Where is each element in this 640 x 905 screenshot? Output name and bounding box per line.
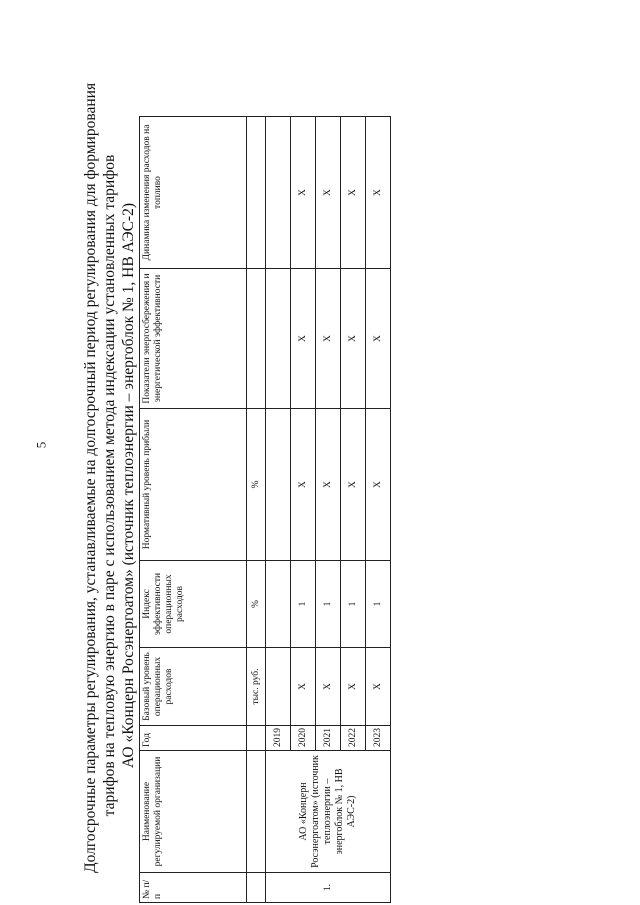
header-efficiency-index: Индекс эффективности операционных расходов <box>140 561 247 648</box>
year-cell: 2020 <box>291 726 316 751</box>
title-line-2: тарифов на тепловую энергию в паре с использованием метода индексации установленных тарифов <box>101 154 118 817</box>
unit-cell-empty <box>247 726 266 751</box>
parameters-table <box>139 116 391 903</box>
rotated-content <box>81 68 559 903</box>
unit-cell-empty <box>247 117 266 269</box>
header-org: Наименование регулируемой организации <box>140 751 247 873</box>
fuel-dynamics-cell <box>266 117 291 269</box>
title-line-3: АО «Концерн Росэнергоатом» (источник теплоэнергии – энергоблок № 1, НВ АЭС-2) <box>120 202 137 769</box>
document-title <box>81 82 138 873</box>
efficiency-index-cell: 1 <box>341 561 366 648</box>
base-level-cell <box>266 648 291 726</box>
year-cell: 2022 <box>341 726 366 751</box>
fuel-dynamics-cell: X <box>341 117 366 269</box>
fuel-dynamics-cell: X <box>316 117 341 269</box>
fuel-dynamics-cell: X <box>291 117 316 269</box>
header-profit-level: Нормативный уровень прибыли <box>140 409 247 561</box>
profit-level-cell: X <box>366 409 391 561</box>
profit-level-cell <box>266 409 291 561</box>
base-level-cell: X <box>366 648 391 726</box>
profit-level-cell: X <box>291 409 316 561</box>
header-year: Год <box>140 726 247 751</box>
unit-base-level: тыс. руб. <box>247 648 266 726</box>
efficiency-index-cell: 1 <box>291 561 316 648</box>
base-level-cell: X <box>291 648 316 726</box>
energy-indicators-cell <box>266 269 291 409</box>
page-number: 5 <box>33 441 49 449</box>
row-number: 1. <box>266 873 391 903</box>
header-energy-indicators: Показатели энергосбережения и энергетической эффективности <box>140 269 247 409</box>
efficiency-index-cell: 1 <box>316 561 341 648</box>
unit-cell-empty <box>247 269 266 409</box>
fuel-dynamics-cell: X <box>366 117 391 269</box>
title-line-1: Долгосрочные параметры регулирования, устанавливаемые на долгосрочный период регулирования для формирования <box>82 82 99 873</box>
year-cell: 2023 <box>366 726 391 751</box>
energy-indicators-cell: X <box>291 269 316 409</box>
efficiency-index-cell <box>266 561 291 648</box>
base-level-cell: X <box>316 648 341 726</box>
efficiency-index-cell: 1 <box>366 561 391 648</box>
year-cell: 2021 <box>316 726 341 751</box>
year-cell: 2019 <box>266 726 291 751</box>
base-level-cell: X <box>341 648 366 726</box>
profit-level-cell: X <box>341 409 366 561</box>
unit-cell-empty <box>247 751 266 873</box>
unit-profit-level: % <box>247 409 266 561</box>
table-row <box>266 117 291 903</box>
unit-cell-empty <box>247 873 266 903</box>
header-num: № п/п <box>140 873 247 903</box>
energy-indicators-cell: X <box>366 269 391 409</box>
unit-efficiency-index: % <box>247 561 266 648</box>
header-base-level: Базовый уровень операционных расходов <box>140 648 247 726</box>
profit-level-cell: X <box>316 409 341 561</box>
energy-indicators-cell: X <box>316 269 341 409</box>
energy-indicators-cell: X <box>341 269 366 409</box>
header-fuel-dynamics: Динамика изменения расходов на топливо <box>140 117 247 269</box>
organization-name: АО «Концерн Росэнергоатом» (источник теплоэнергии – энергоблок № 1, НВ АЭС-2) <box>266 751 391 873</box>
